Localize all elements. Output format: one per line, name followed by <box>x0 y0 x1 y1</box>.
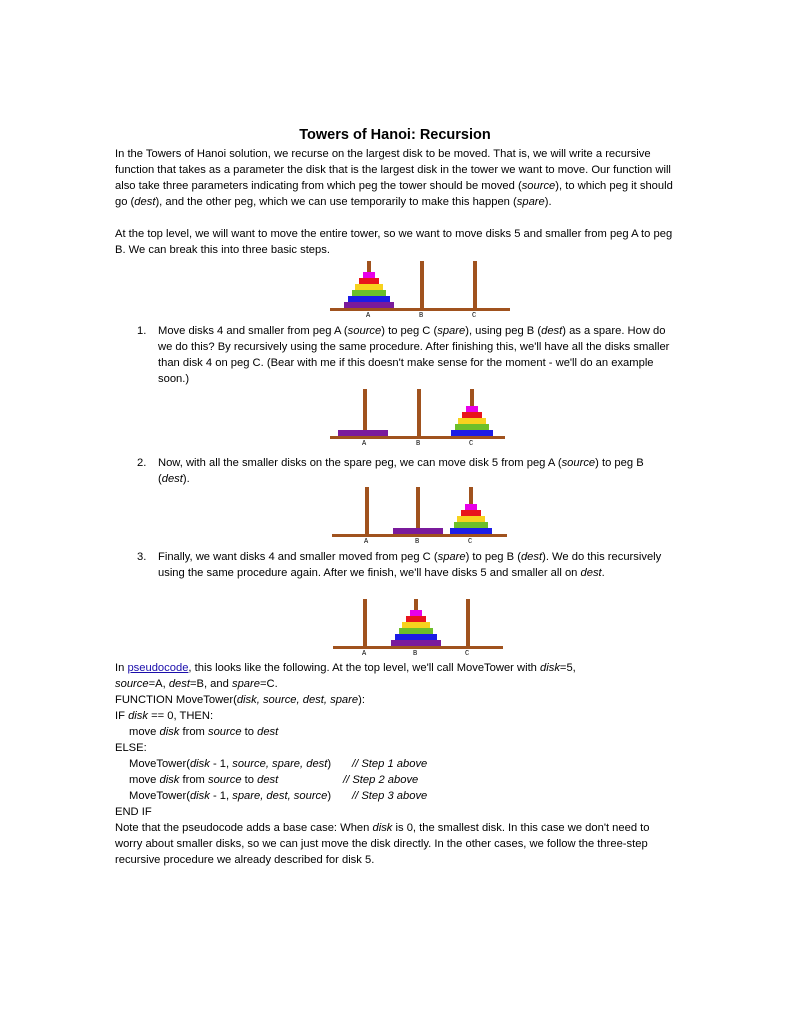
pseudocode-intro: In pseudocode, this looks like the following. At the top level, we'll call MoveTower with disk=5, source=A, dest=B, and spare=C. <box>115 662 576 691</box>
peg-label-c: C <box>465 650 470 658</box>
disk-4 <box>348 296 390 302</box>
code-comment-step-1: // Step 1 above <box>352 758 428 770</box>
peg-label-c: C <box>468 538 473 546</box>
peg-c <box>473 261 477 308</box>
peg-label-b: B <box>415 538 420 546</box>
hanoi-figure-step-3 <box>333 594 503 658</box>
code-line-4: ELSE: <box>115 742 147 754</box>
intro-paragraph-2: At the top level, we will want to move the entire tower, so we want to move disks 5 and smaller from peg A to peg B. We can break this into three basic steps. <box>115 228 673 257</box>
peg-label-b: B <box>416 440 421 448</box>
hanoi-figure-step-1 <box>330 384 505 448</box>
base <box>330 308 510 311</box>
disk-2 <box>458 418 486 424</box>
code-line-2: IF disk == 0, THEN: <box>115 710 214 722</box>
hanoi-figure-step-2 <box>332 482 507 544</box>
code-comment-step-3: // Step 3 above <box>352 790 428 802</box>
disk-0 <box>410 610 422 616</box>
disk-0 <box>466 406 478 412</box>
peg-label-b: B <box>419 312 424 320</box>
peg-label-a: A <box>364 538 369 546</box>
peg-label-a: A <box>362 440 367 448</box>
disk-4 <box>451 430 493 436</box>
peg-b <box>416 487 420 534</box>
hanoi-figure-initial <box>330 256 510 320</box>
disk-3 <box>454 522 488 528</box>
disk-4 <box>395 634 437 640</box>
peg-a <box>363 599 367 646</box>
disk-1 <box>406 616 426 622</box>
code-comment-step-2: // Step 2 above <box>343 774 419 786</box>
disk-4 <box>450 528 492 534</box>
disk-1 <box>359 278 379 284</box>
peg-label-a: A <box>366 312 371 320</box>
disk-2 <box>355 284 383 290</box>
note-paragraph: Note that the pseudocode adds a base case: When disk is 0, the smallest disk. In this case we don't need to worry about smaller disks, so we can just move the disk directly. In the other cases, we follow the three-step recursive procedure we already described for disk 5. <box>115 822 650 867</box>
code-line-6: move disk from source to dest <box>129 774 279 786</box>
disk-5 <box>338 430 388 436</box>
code-line-1: FUNCTION MoveTower(disk, source, dest, spare): <box>115 694 365 706</box>
code-line-3: move disk from source to dest <box>129 726 279 738</box>
disk-5 <box>393 528 443 534</box>
disk-1 <box>462 412 482 418</box>
base <box>330 436 505 439</box>
peg-b <box>417 389 421 436</box>
code-line-8: END IF <box>115 806 152 818</box>
disk-3 <box>399 628 433 634</box>
disk-2 <box>457 516 485 522</box>
code-line-5: MoveTower(disk - 1, source, spare, dest) <box>129 758 332 770</box>
peg-label-b: B <box>413 650 418 658</box>
code-line-7: MoveTower(disk - 1, spare, dest, source) <box>129 790 332 802</box>
disk-3 <box>352 290 386 296</box>
disk-5 <box>391 640 441 646</box>
disk-1 <box>461 510 481 516</box>
base <box>333 646 503 649</box>
peg-c <box>466 599 470 646</box>
peg-label-c: C <box>469 440 474 448</box>
pseudocode-link[interactable]: pseudocode <box>127 662 189 674</box>
disk-5 <box>344 302 394 308</box>
disk-0 <box>363 272 375 278</box>
peg-label-a: A <box>362 650 367 658</box>
disk-2 <box>402 622 430 628</box>
peg-a <box>365 487 369 534</box>
base <box>332 534 507 537</box>
disk-3 <box>455 424 489 430</box>
peg-label-c: C <box>472 312 477 320</box>
disk-0 <box>465 504 477 510</box>
peg-b <box>420 261 424 308</box>
intro-paragraph: In the Towers of Hanoi solution, we recurse on the largest disk to be moved. That is, we will write a recursive function that takes as a parameter the disk that is the largest disk in the tower we want to move. Our function will also take three parameters indicating from which peg the tower should be moved (source), to which peg it should go (dest), and the other peg, which we can use temporarily to make this happen (spare). <box>115 148 673 209</box>
page-title: Towers of Hanoi: Recursion <box>299 127 491 143</box>
peg-a <box>363 389 367 436</box>
